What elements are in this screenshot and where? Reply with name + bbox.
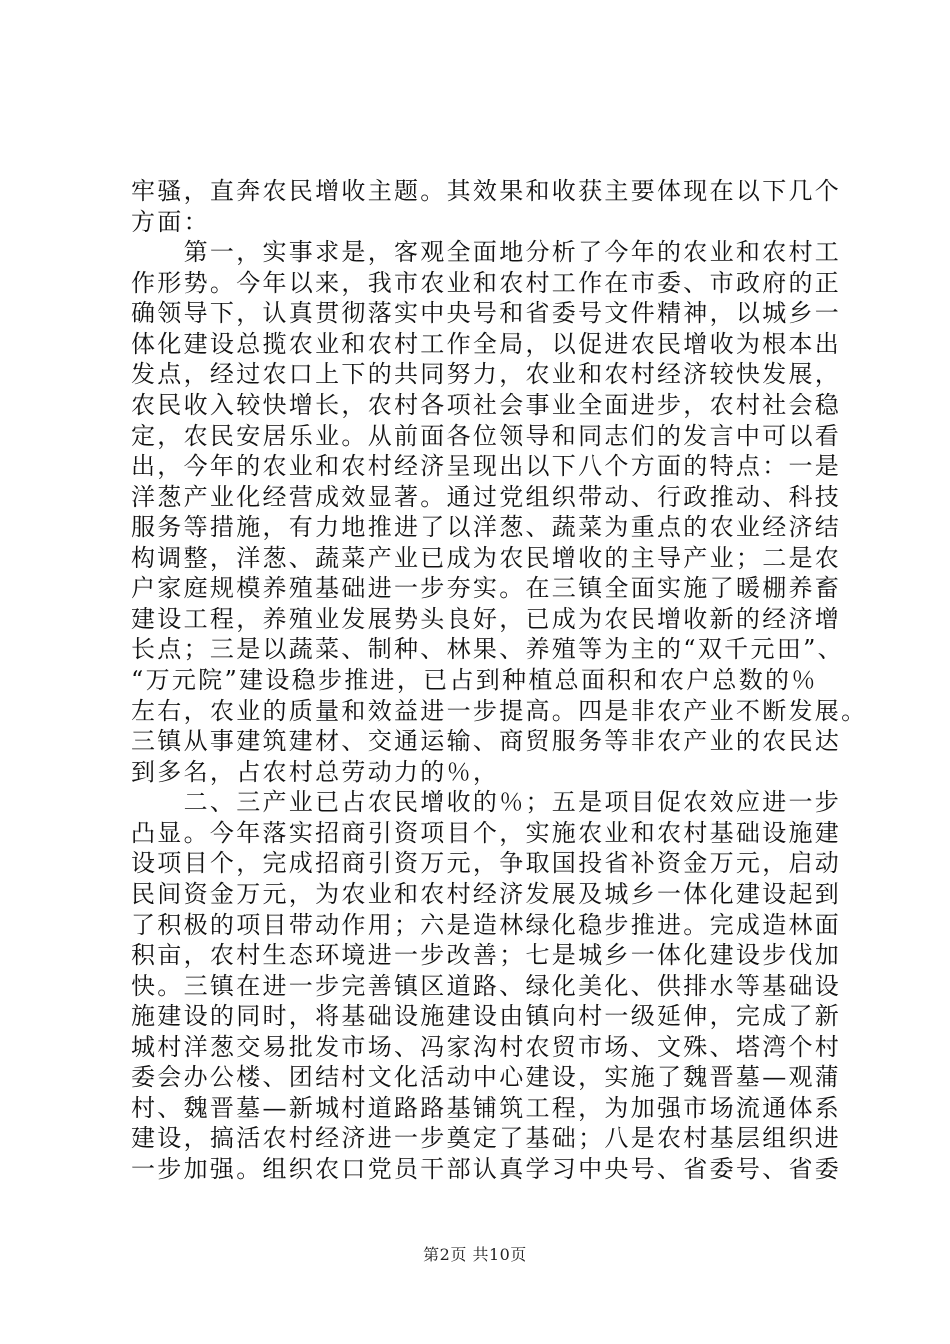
body-text-line: 凸显。今年落实招商引资项目个，实施农业和农村基础设施建 <box>131 819 842 847</box>
body-text-line: 定，农民安居乐业。从前面各位领导和同志们的发言中可以看 <box>131 422 842 450</box>
body-text-line: 方面： <box>131 208 210 236</box>
body-text-line: 服务等措施，有力地推进了以洋葱、蔬菜为重点的农业经济结 <box>131 513 842 541</box>
body-text-line: 洋葱产业化经营成效显著。通过党组织带动、行政推动、科技 <box>131 483 842 511</box>
body-text-line: 体化建设总揽农业和农村工作全局，以促进农民增收为根本出 <box>131 330 842 358</box>
body-text-line: 二、三产业已占农民增收的％；五是项目促农效应进一步 <box>131 788 842 816</box>
body-text-line: 快。三镇在进一步完善镇区道路、绿化美化、供排水等基础设 <box>131 972 842 1000</box>
body-text-line: 积亩，农村生态环境进一步改善；七是城乡一体化建设步伐加 <box>131 941 842 969</box>
body-text-line: 出，今年的农业和农村经济呈现出以下八个方面的特点：一是 <box>131 452 842 480</box>
body-text-line: 左右，农业的质量和效益进一步提高。四是非农产业不断发展。 <box>131 697 868 725</box>
body-text-line: 设项目个，完成招商引资万元，争取国投省补资金万元，启动 <box>131 849 842 877</box>
body-text-line: 村、魏晋墓—新城村道路路基铺筑工程，为加强市场流通体系 <box>131 1094 842 1122</box>
body-text-line: 牢骚，直奔农民增收主题。其效果和收获主要体现在以下几个 <box>131 177 842 205</box>
body-text-line: 作形势。今年以来，我市农业和农村工作在市委、市政府的正 <box>131 269 842 297</box>
body-text-line: 第一，实事求是，客观全面地分析了今年的农业和农村工 <box>131 238 842 266</box>
body-text-line: 三镇从事建筑建材、交通运输、商贸服务等非农产业的农民达 <box>131 727 842 755</box>
body-text-line: 城村洋葱交易批发市场、冯家沟村农贸市场、文殊、塔湾个村 <box>131 1033 842 1061</box>
body-text-line: 户家庭规模养殖基础进一步夯实。在三镇全面实施了暖棚养畜 <box>131 574 842 602</box>
body-text-line: 一步加强。组织农口党员干部认真学习中央号、省委号、省委 <box>131 1155 842 1183</box>
body-text-line: 民间资金万元，为农业和农村经济发展及城乡一体化建设起到 <box>131 880 842 908</box>
body-text-line: 发点，经过农口上下的共同努力，农业和农村经济较快发展， <box>131 360 842 388</box>
body-text-line: 建设，搞活农村经济进一步奠定了基础；八是农村基层组织进 <box>131 1124 842 1152</box>
body-text-line: 委会办公楼、团结村文化活动中心建设，实施了魏晋墓—观蒲 <box>131 1063 842 1091</box>
body-text-line: 到多名，占农村总劳动力的％， <box>131 758 500 786</box>
body-text-line: 农民收入较快增长，农村各项社会事业全面进步，农村社会稳 <box>131 391 842 419</box>
body-text-line: 构调整，洋葱、蔬菜产业已成为农民增收的主导产业；二是农 <box>131 544 842 572</box>
body-text-line: 长点；三是以蔬菜、制种、林果、养殖等为主的“双千元田”、 <box>131 635 844 663</box>
page-number-footer: 第2页 共10页 <box>423 1245 527 1264</box>
body-text-line: 施建设的同时，将基础设施建设由镇向村一级延伸，完成了新 <box>131 1002 842 1030</box>
body-text-line: 确领导下，认真贯彻落实中央号和省委号文件精神，以城乡一 <box>131 299 842 327</box>
body-text-line: 了积极的项目带动作用；六是造林绿化稳步推进。完成造林面 <box>131 911 842 939</box>
body-text-line: 建设工程，养殖业发展势头良好，已成为农民增收新的经济增 <box>131 605 842 633</box>
body-text-line: “万元院”建设稳步推进，已占到种植总面积和农户总数的％ <box>131 666 818 694</box>
